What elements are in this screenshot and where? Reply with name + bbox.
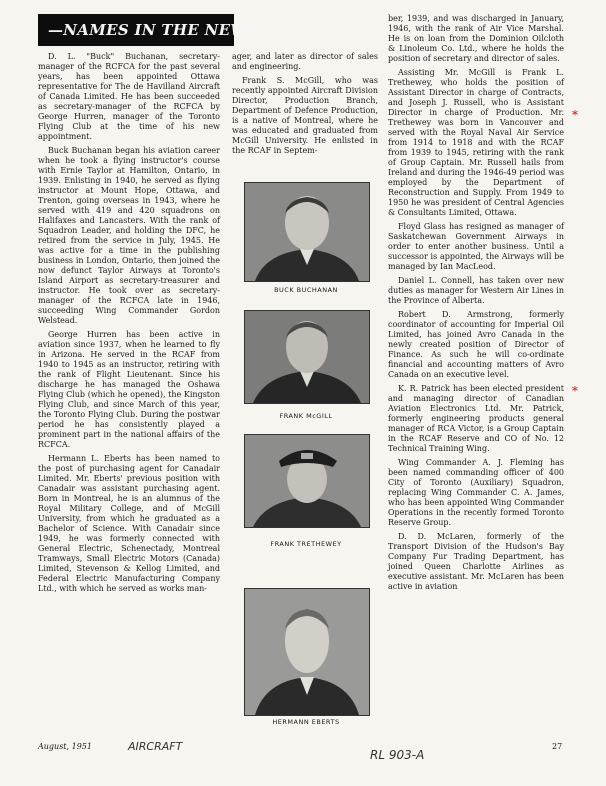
paragraph: ber, 1939, and was discharged in January, 1946, with the rank of Air Vice Marshal. He is on loan from the Dominion Oilcloth & Linoleum Co. Ltd., where he holds the position of secretary and director of sales. [388, 14, 564, 63]
section-title: —NAMES IN THE NEWS [38, 14, 234, 46]
page-number: 27 [552, 742, 563, 751]
paragraph: K. R. Patrick has been elected president and managing director of Canadian Aviation Electronics Ltd. Mr. Patrick, formerly engineering products general manager of RCA Victor, is a Group Captain in the RCAF Reserve and CO of No. 12 Technical Training Wing. [388, 384, 564, 453]
article-column-2 [232, 52, 378, 182]
paragraph: D. L. "Buck" Buchanan, secretary-manager of the RCFCA for the past several years, has been appointed Ottawa representative for The de Havilland Aircraft of Canada Limited. He has been succeeded as secretary-manager of the RCFCA by George Hurren, manager of the Toronto Flying Club at the time of his new appointment. [38, 52, 220, 141]
article-column-3 [388, 14, 564, 734]
portrait-photo [244, 310, 370, 404]
paragraph: Hermann L. Eberts has been named to the post of purchasing agent for Canadair Limited. Mr. Eberts' previous position with Canadair was assistant purchasing agent. Born in Montreal, he is an alumnus of the Royal Military College, and of McGill University, from which he graduated as a Bachelor of Science. With Canadair since 1949, he was formerly connected with General Electric, Schenectady, Montreal Tramways, Small Electric Motors (Canada) Limited, Stevenson & Kellog Limited, and Federal Electric Manufacturing Company Ltd., with which he served as works man- [38, 454, 220, 593]
paragraph: Floyd Glass has resigned as manager of Saskatchewan Government Airways in order to enter another business. Until a successor is appointed, the Airways will be managed by Ian MacLeod. [388, 222, 564, 271]
article-column-1 [38, 52, 220, 732]
paragraph: George Hurren has been active in aviation since 1937, when he learned to fly in Arizona. He served in the RCAF from 1940 to 1945 as an instructor, retiring with the rank of Flight Lieutenant. Since his discharge he has managed the Oshawa Flying Club (which he opened), the Kingston Flying Club, and since March of this year, the Toronto Flying Club. During the postwar period he has consistently played a prominent part in the national affairs of the RCFCA. [38, 330, 220, 449]
paragraph: Assisting Mr. McGill is Frank L. Trethewey, who holds the position of Assistant Director in charge of Contracts, and Joseph J. Russell, who is Assistant Director in charge of Production. Mr. Trethewey was born in Vancouver and served with the Royal Naval Air Service from 1914 to 1918 and with the RCAF from 1939 to 1945, retiring with the rank of Group Captain. Mr. Russell hails from Ireland and during the 1946-49 period was employed by the Department of Reconstruction and Supply. From 1949 to 1950 he was president of Central Agencies & Consultants Limited, Ottawa. [388, 68, 564, 217]
portrait-photo [244, 434, 370, 528]
issue-date: August, 1951 [38, 742, 92, 751]
paragraph: Frank S. McGill, who was recently appointed Aircraft Division Director, Production Branch, Department of Defence Production, is a native of Montreal, where he was educated and graduated from McGill University. He enlisted in the RCAF in Septem- [232, 76, 378, 155]
photo-caption: FRANK TRETHEWEY [270, 540, 342, 548]
paragraph: Wing Commander A. J. Fleming has been named commanding officer of 400 City of Toronto (Auxiliary) Squadron, replacing Wing Commander C. A. James, who has been appointed Wing Commander Operations in the recently formed Toronto Reserve Group. [388, 458, 564, 527]
paragraph: Buck Buchanan began his aviation career when he took a flying instructor's course with Ernie Taylor at Hamilton, Ontario, in 1939. Enlisting in 1940, he served as flying instructor at Mount Hope, Ottawa, and Trenton, going overseas in 1943, where he served with 419 and 420 squadrons on Halifaxes and Lancasters. With the rank of Squadron Leader, and holding the DFC, he retired from the service in July, 1945. He was active for a time in the publishing business in London, Ontario, then joined the now defunct Taylor Airways at Toronto's Island Airport as secretary-treasurer and instructor. He took over as secretary-manager of the RCFCA late in 1946, succeeding Wing Commander Gordon Welstead. [38, 146, 220, 325]
paragraph: ager, and later as director of sales and engineering. [232, 52, 378, 71]
handwritten-note: AIRCRAFT [128, 740, 183, 753]
paragraph: Robert D. Armstrong, formerly coordinator of accounting for Imperial Oil Limited, has joined Avro Canada in the newly created position of Director of Finance. As such he will co-ordinate financial and accounting matters of Avro Canada on an executive level. [388, 310, 564, 379]
photo-caption: HERMANN EBERTS [272, 718, 340, 726]
margin-asterisk: * [572, 108, 578, 122]
portrait-photo [244, 182, 370, 282]
margin-asterisk: * [572, 384, 578, 398]
handwritten-reference: RL 903-A [370, 748, 425, 762]
paragraph: Daniel L. Connell, has taken over new duties as manager for Western Air Lines in the Province of Alberta. [388, 276, 564, 305]
paragraph: D. D. McLaren, formerly of the Transport Division of the Hudson's Bay Company Fur Trading Department, has joined Queen Charlotte Airlines as executive assistant. Mr. McLaren has been active in aviation [388, 532, 564, 591]
photo-caption: FRANK McGILL [279, 412, 333, 420]
photo-caption: BUCK BUCHANAN [274, 286, 338, 294]
portrait-photo [244, 588, 370, 716]
